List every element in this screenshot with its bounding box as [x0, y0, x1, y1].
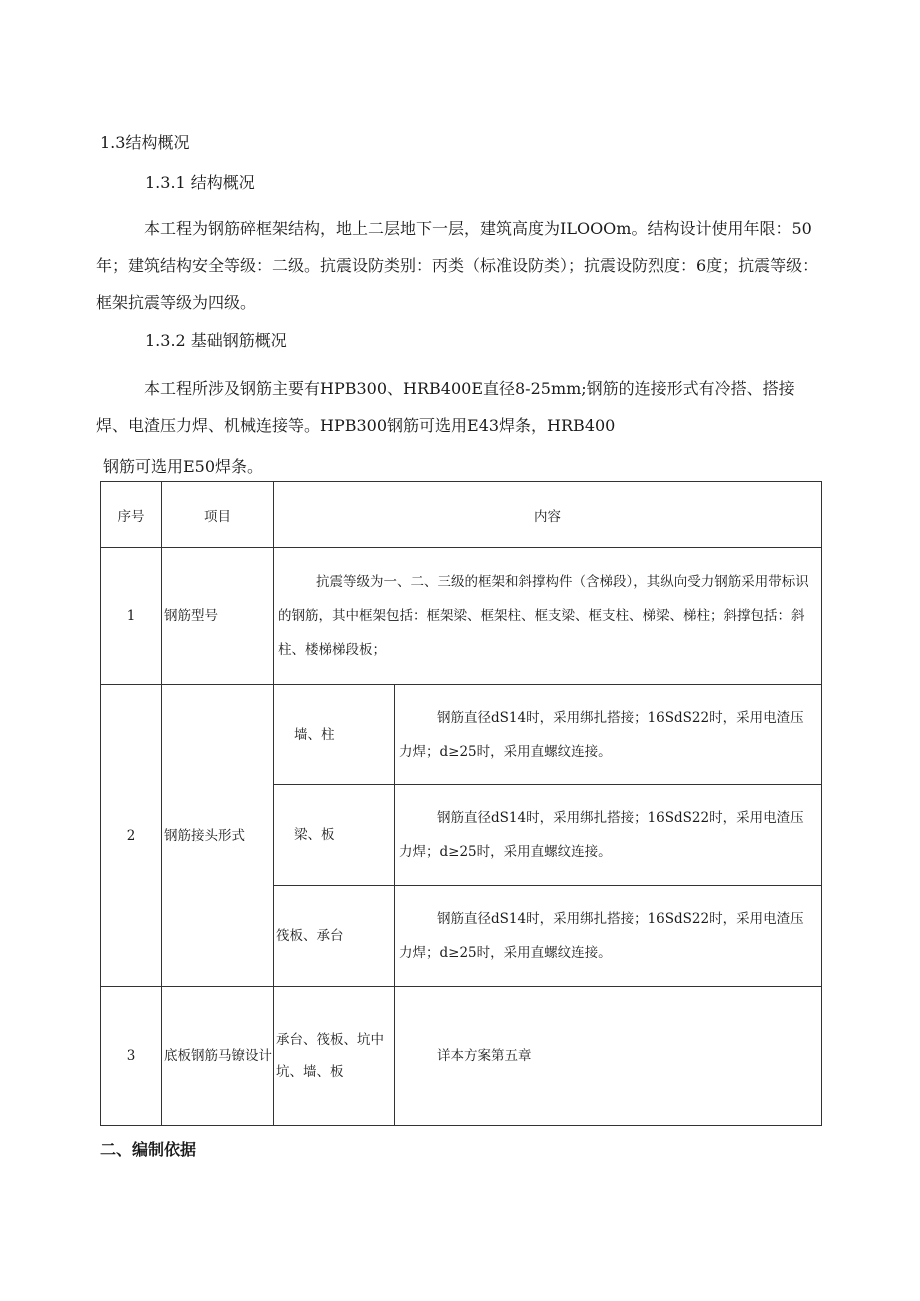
row1-no: 1	[101, 548, 162, 685]
row2-part-raft-cap: 筏板、承台	[274, 886, 395, 987]
row3-item: 底板钢筋马镣设计	[162, 987, 274, 1126]
table-row	[101, 685, 822, 785]
rebar-paragraph: 本工程所涉及钢筋主要有HPB300、HRB400E直径8-25mm;钢筋的连接形式有冷搭、搭接焊、电渣压力焊、机械连接等。HPB300钢筋可选用E43焊条，HRB400	[96, 379, 795, 435]
row2-content-raft-cap: 钢筋直径dS14时，采用绑扎搭接；16SdS22时，采用电渣压力焊；d≥25时，采用直螺纹连接。	[395, 886, 822, 987]
rebar-spec-table	[100, 481, 822, 1126]
row3-no: 3	[101, 987, 162, 1126]
row2-no: 2	[101, 685, 162, 987]
row3-content: 详本方案第五章	[395, 987, 822, 1126]
header-item: 项目	[162, 482, 274, 548]
row1-content: 抗震等级为一、二、三级的框架和斜撑构件（含梯段），其纵向受力钢筋采用带标识的钢筋，其中框架包括：框架梁、框架柱、框支梁、框支柱、梯梁、梯柱；斜撑包括：斜柱、楼梯梯段板；	[274, 548, 822, 685]
table-row	[101, 987, 822, 1126]
row2-part-wall-column: 墙、柱	[274, 685, 395, 785]
row3-part: 承台、筏板、坑中坑、墙、板	[274, 987, 395, 1126]
row2-content-wall-column: 钢筋直径dS14时，采用绑扎搭接；16SdS22时，采用电渣压力焊；d≥25时，采用直螺纹连接。	[395, 685, 822, 785]
row1-item: 钢筋型号	[162, 548, 274, 685]
row2-content-beam-slab: 钢筋直径dS14时，采用绑扎搭接；16SdS22时，采用电渣压力焊；d≥25时，采用直螺纹连接。	[395, 785, 822, 886]
row2-part-beam-slab: 梁、板	[274, 785, 395, 886]
next-section-heading: 二、编制依据	[100, 1140, 197, 1159]
subsection-heading-structure: 1.3.1 结构概况	[145, 173, 255, 192]
structure-paragraph: 本工程为钢筋碎框架结构，地上二层地下一层，建筑高度为ILOOOm。结构设计使用年限：50年；建筑结构安全等级：二级。抗震设防类别：丙类（标准设防类）；抗震设防烈度：6度；抗震等级：框架抗震等级为四级。	[96, 219, 819, 312]
table-header-row	[101, 482, 822, 548]
subsection-heading-rebar: 1.3.2 基础钢筋概况	[145, 331, 287, 350]
header-no: 序号	[101, 482, 162, 548]
row2-item: 钢筋接头形式	[162, 685, 274, 987]
header-content: 内容	[274, 482, 822, 548]
rebar-paragraph-tail: 钢筋可选用E50焊条。	[103, 457, 264, 476]
table-row	[101, 548, 822, 685]
section-heading: 1.3结构概况	[100, 133, 190, 152]
